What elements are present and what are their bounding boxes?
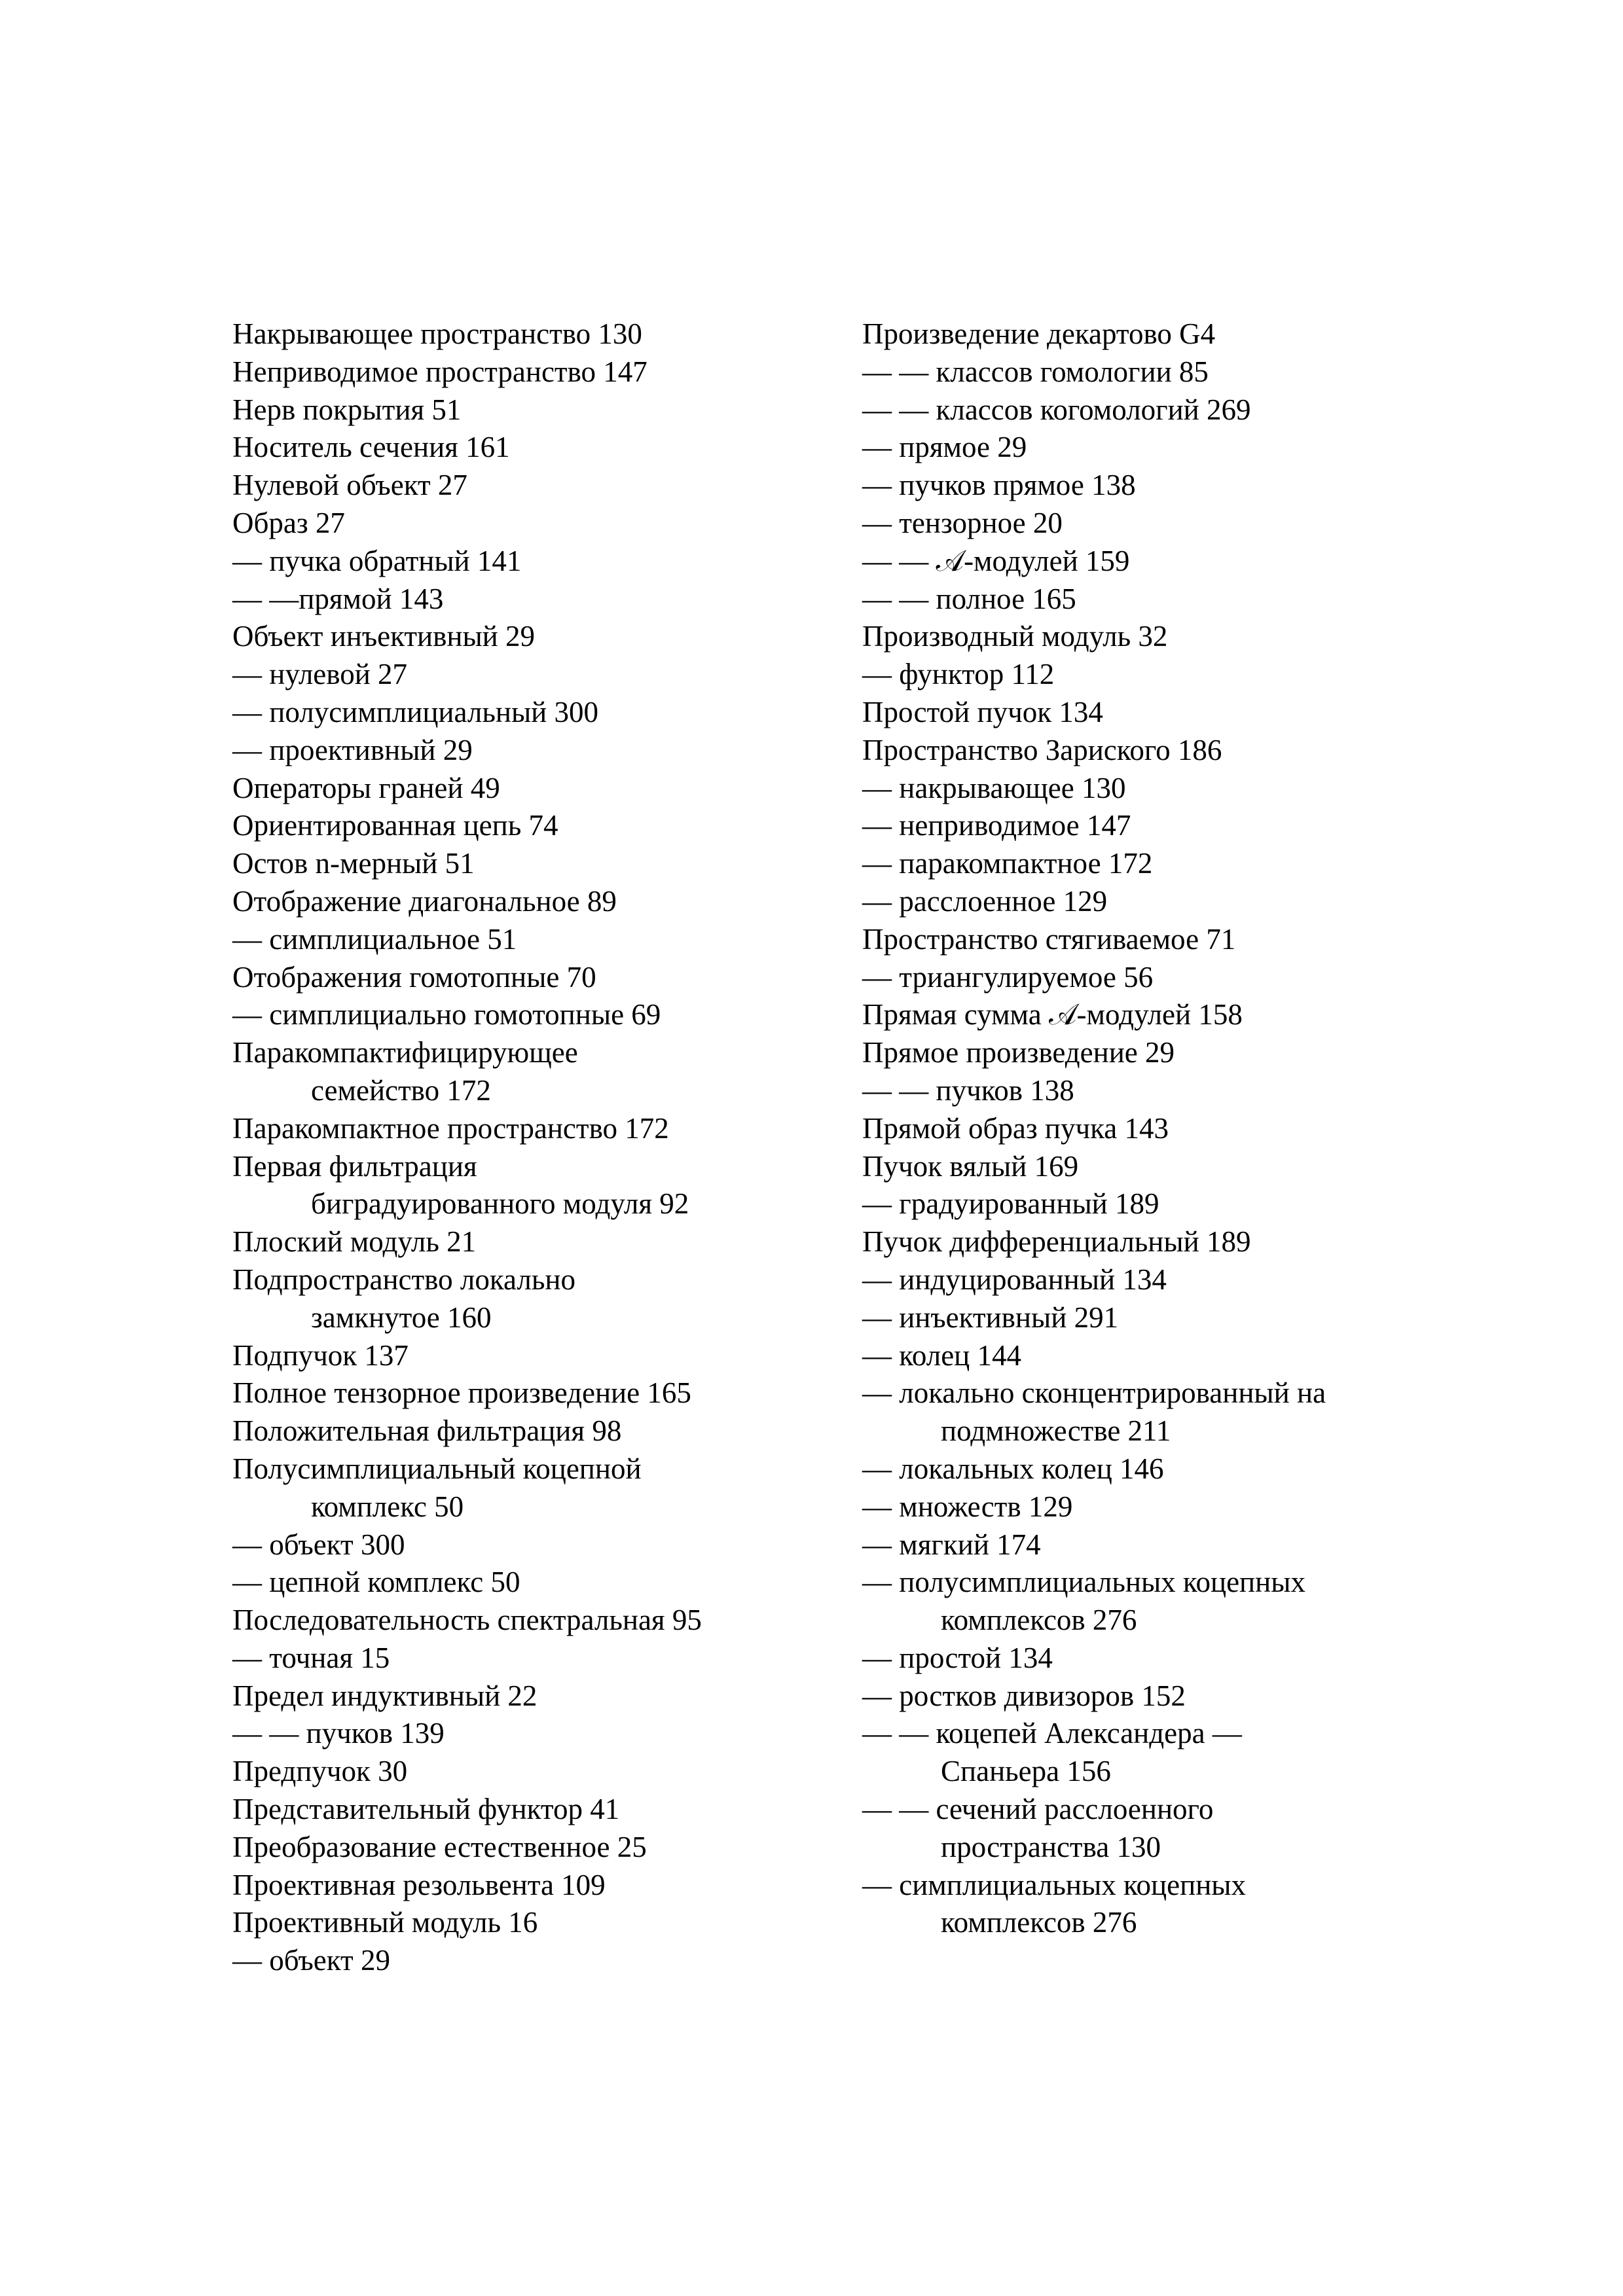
index-entry: — — полное 165 (862, 582, 1076, 615)
index-entry: — накрывающее 130 (862, 771, 1126, 804)
index-entry: Подпучок 137 (232, 1338, 409, 1372)
index-right-column (862, 315, 1491, 1942)
index-entry: Носитель сечения 161 (232, 431, 510, 464)
index-entry: Плоский модуль 21 (232, 1225, 477, 1259)
index-entry: Полное тензорное произведение 165 (232, 1376, 691, 1410)
index-entry: — пучка обратный 141 (232, 544, 522, 577)
index-entry: — колец 144 (862, 1338, 1021, 1372)
index-entry: — ростков дивизоров 152 (862, 1679, 1186, 1712)
index-entry: — — классов когомологий 269 (862, 393, 1251, 426)
index-entry: Положительная фильтрация 98 (232, 1414, 622, 1448)
index-left-column (232, 315, 822, 1980)
index-entry: — объект 300 (232, 1528, 405, 1561)
index-entry: Ориентированная цепь 74 (232, 809, 558, 842)
index-entry: — триангулируемое 56 (862, 960, 1154, 994)
index-entry: — нулевой 27 (232, 658, 408, 691)
index-entry: — инъективный 291 (862, 1300, 1119, 1334)
index-entry: — — коцепей Александера — (862, 1717, 1242, 1750)
index-entry: Пучок вялый 169 (862, 1149, 1079, 1183)
index-entry: — симплициальных коцепных (862, 1868, 1247, 1901)
index-entry: Подпространство локально (232, 1263, 575, 1296)
index-entry: Прямое произведение 29 (862, 1036, 1175, 1069)
index-entry: — расслоенное 129 (862, 884, 1108, 918)
index-entry: Паракомпактифицирующее (232, 1036, 578, 1069)
index-entry-continuation: подмножестве 211 (941, 1414, 1171, 1448)
index-entry: — симплициально гомотопные 69 (232, 998, 661, 1031)
index-entry: Операторы граней 49 (232, 771, 500, 804)
index-entry: — — 𝒜-модулей 159 (862, 544, 1130, 577)
index-entry-continuation: комплексов 276 (941, 1906, 1137, 1939)
index-entry: — локальных колец 146 (862, 1452, 1164, 1485)
index-entry: Прямая сумма 𝒜-модулей 158 (862, 998, 1243, 1031)
index-entry: Последовательность спектральная 95 (232, 1604, 702, 1637)
index-entry: Простой пучок 134 (862, 695, 1103, 728)
index-entry: Предпучок 30 (232, 1755, 408, 1788)
index-entry: Проективный модуль 16 (232, 1906, 538, 1939)
index-entry: — цепной комплекс 50 (232, 1566, 520, 1599)
index-entry: — симплициальное 51 (232, 922, 517, 956)
index-entry: — проективный 29 (232, 733, 473, 766)
index-entry-continuation: Спаньера 156 (941, 1755, 1111, 1788)
index-entry: — прямое 29 (862, 431, 1027, 464)
index-entry: Неприводимое пространство 147 (232, 355, 647, 388)
index-entry: — множеств 129 (862, 1490, 1073, 1523)
index-entry: — градуированный 189 (862, 1187, 1159, 1221)
index-entry: Отображение диагональное 89 (232, 884, 617, 918)
index-entry: — — пучков 139 (232, 1717, 445, 1750)
index-entry: — — пучков 138 (862, 1073, 1074, 1107)
index-entry: Остов n-мерный 51 (232, 847, 475, 880)
index-entry: Полусимплициальный коцепной (232, 1452, 642, 1485)
index-entry: — функтор 112 (862, 658, 1055, 691)
index-entry: Предел индуктивный 22 (232, 1679, 538, 1712)
index-entry: Пространство стягиваемое 71 (862, 922, 1236, 956)
index-entry-continuation: комплексов 276 (941, 1604, 1137, 1637)
index-entry: — — классов гомологии 85 (862, 355, 1209, 388)
index-entry-continuation: биградуированного модуля 92 (311, 1187, 689, 1221)
index-entry: Представительный функтор 41 (232, 1793, 620, 1826)
index-entry: — локально сконцентрированный на (862, 1376, 1326, 1410)
index-entry: Произведение декартово G4 (862, 317, 1216, 350)
index-entry: Преобразование естественное 25 (232, 1830, 647, 1863)
index-entry: Объект инъективный 29 (232, 620, 536, 653)
index-entry: — мягкий 174 (862, 1528, 1041, 1561)
index-entry: — неприводимое 147 (862, 809, 1131, 842)
index-entry: — индуцированный 134 (862, 1263, 1167, 1296)
index-entry: — полусимплициальных коцепных (862, 1566, 1305, 1599)
index-entry: Нерв покрытия 51 (232, 393, 462, 426)
index-entry: — объект 29 (232, 1944, 390, 1977)
index-entry: Прямой образ пучка 143 (862, 1111, 1169, 1145)
index-entry: Образ 27 (232, 506, 345, 539)
index-entry: Паракомпактное пространство 172 (232, 1111, 669, 1145)
index-entry-continuation: семейство 172 (311, 1073, 491, 1107)
index-entry: — точная 15 (232, 1641, 390, 1674)
index-entry: — тензорное 20 (862, 506, 1063, 539)
index-entry: — простой 134 (862, 1641, 1053, 1674)
index-entry: Пространство Зариского 186 (862, 733, 1222, 766)
index-entry: Накрывающее пространство 130 (232, 317, 642, 350)
index-entry: Нулевой объект 27 (232, 469, 467, 502)
index-entry: Отображения гомотопные 70 (232, 960, 596, 994)
index-entry: — пучков прямое 138 (862, 469, 1136, 502)
index-entry-continuation: замкнутое 160 (311, 1300, 492, 1334)
index-entry-continuation: пространства 130 (941, 1830, 1161, 1863)
index-entry: Пучок дифференциальный 189 (862, 1225, 1251, 1259)
index-entry: — паракомпактное 172 (862, 847, 1153, 880)
index-entry: — — сечений расслоенного (862, 1793, 1214, 1826)
index-entry-continuation: комплекс 50 (311, 1490, 464, 1523)
index-entry: Производный модуль 32 (862, 620, 1168, 653)
index-entry: Первая фильтрация (232, 1149, 477, 1183)
index-entry: — полусимплициальный 300 (232, 695, 599, 728)
index-entry: Проективная резольвента 109 (232, 1868, 606, 1901)
index-entry: — —прямой 143 (232, 582, 444, 615)
